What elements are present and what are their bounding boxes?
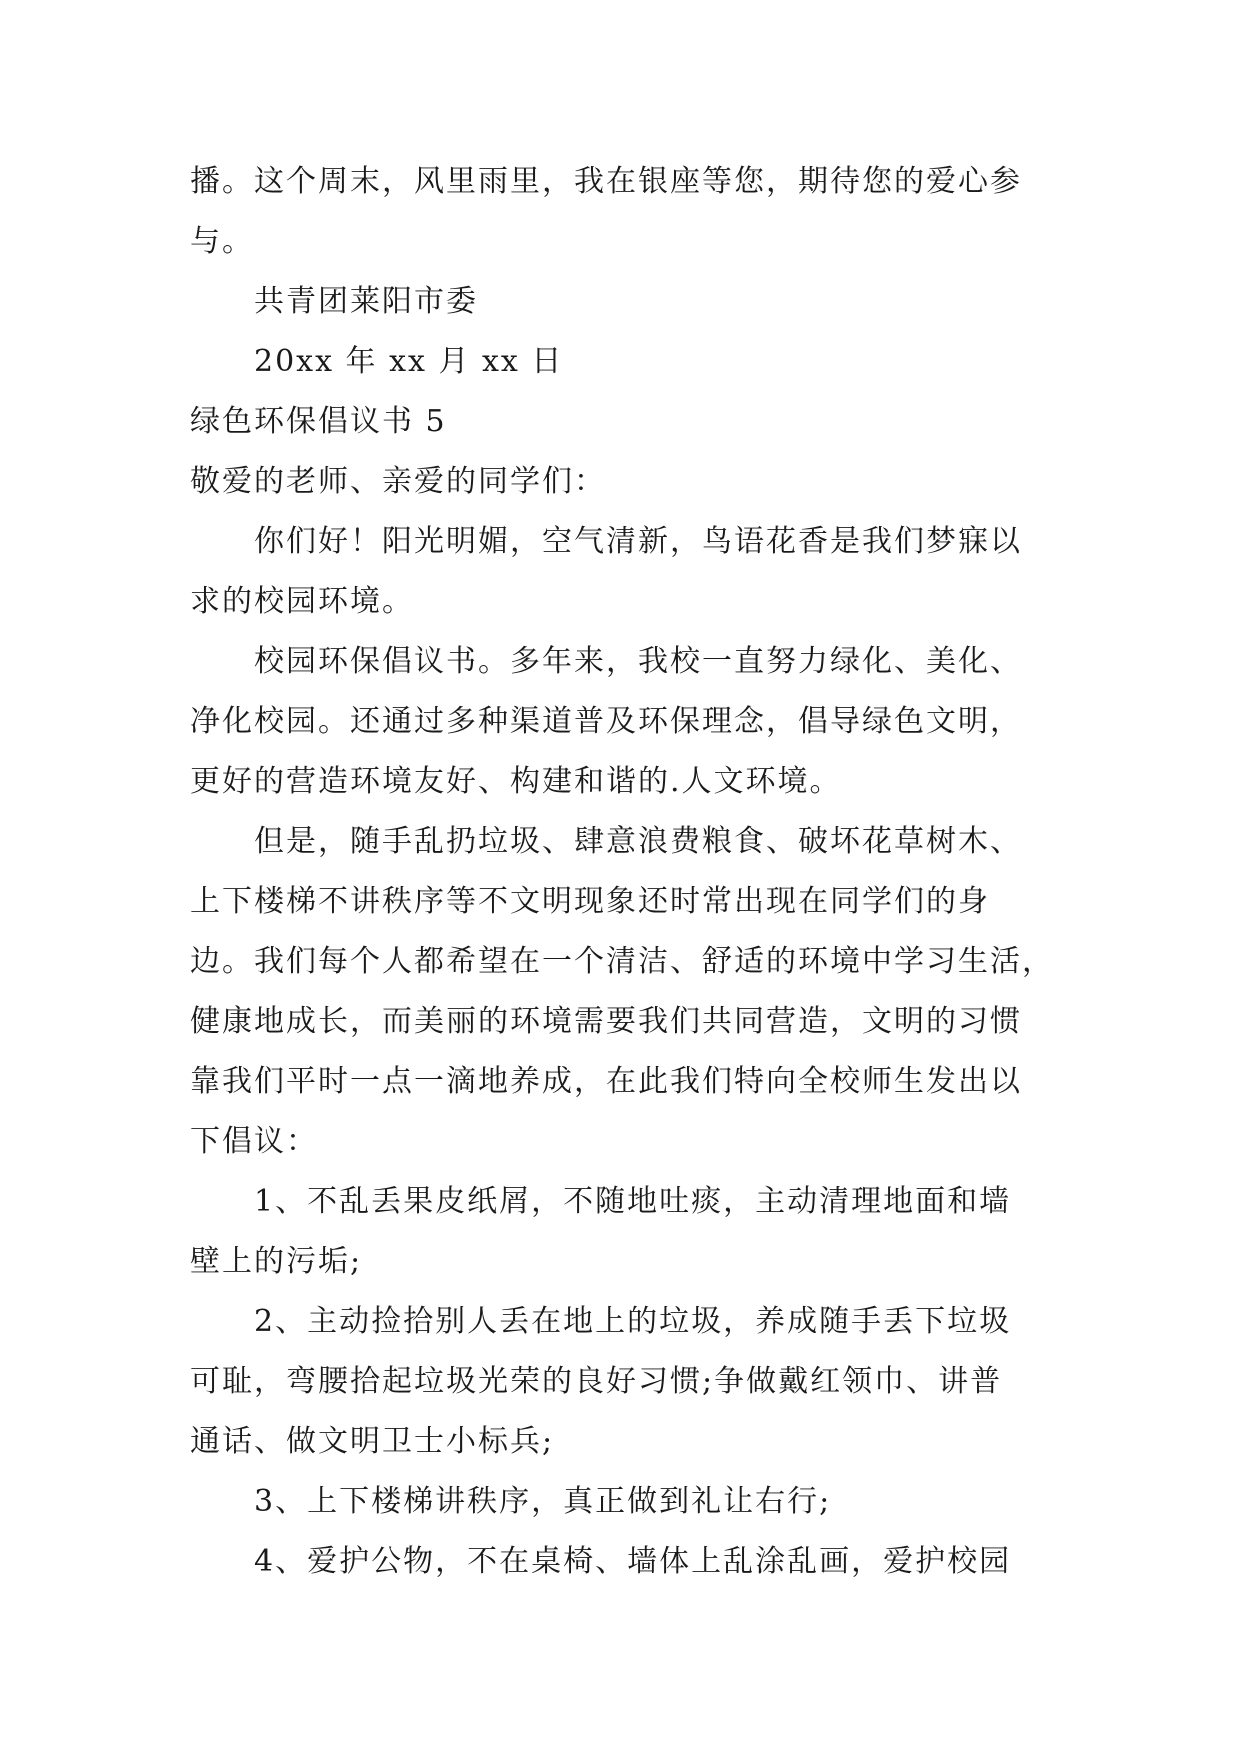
body-line: 靠我们平时一点一滴地养成，在此我们特向全校师生发出以 <box>190 1064 1022 1099</box>
signature-organization: 共青团莱阳市委 <box>254 284 478 319</box>
body-line: 但是，随手乱扔垃圾、肆意浪费粮食、破坏花草树木、 <box>254 824 1022 859</box>
body-line: 净化校园。还通过多种渠道普及环保理念，倡导绿色文明， <box>190 704 1022 739</box>
body-line: 与。 <box>190 224 254 259</box>
document-body <box>190 152 1060 1592</box>
body-line: 求的校园环境。 <box>190 584 414 619</box>
body-line: 健康地成长，而美丽的环境需要我们共同营造，文明的习惯 <box>190 1004 1022 1039</box>
list-item-2: 2、主动捡拾别人丢在地上的垃圾，养成随手丢下垃圾 <box>254 1304 1012 1339</box>
list-item-1-continued: 壁上的污垢; <box>190 1244 363 1279</box>
list-item-4: 4、爱护公物，不在桌椅、墙体上乱涂乱画，爱护校园 <box>254 1544 1012 1579</box>
list-item-3: 3、上下楼梯讲秩序，真正做到礼让右行; <box>254 1484 832 1519</box>
body-line: 边。我们每个人都希望在一个清洁、舒适的环境中学习生活， <box>190 944 1054 979</box>
body-line: 播。这个周末，风里雨里，我在银座等您，期待您的爱心参 <box>190 164 1022 199</box>
body-line: 更好的营造环境友好、构建和谐的.人文环境。 <box>190 764 842 799</box>
section-title: 绿色环保倡议书 5 <box>190 404 447 439</box>
body-line: 下倡议： <box>190 1124 318 1159</box>
body-line: 你们好！阳光明媚，空气清新，鸟语花香是我们梦寐以 <box>254 524 1022 559</box>
salutation: 敬爱的老师、亲爱的同学们： <box>190 464 606 499</box>
list-item-2-continued: 可耻，弯腰拾起垃圾光荣的良好习惯;争做戴红领巾、讲普 <box>190 1364 1003 1399</box>
list-item-1: 1、不乱丢果皮纸屑，不随地吐痰，主动清理地面和墙 <box>254 1184 1012 1219</box>
list-item-2-continued: 通话、做文明卫士小标兵; <box>190 1424 555 1459</box>
signature-date: 20xx 年 xx 月 xx 日 <box>254 344 564 379</box>
body-line: 上下楼梯不讲秩序等不文明现象还时常出现在同学们的身 <box>190 884 990 919</box>
body-line: 校园环保倡议书。多年来，我校一直努力绿化、美化、 <box>254 644 1022 679</box>
